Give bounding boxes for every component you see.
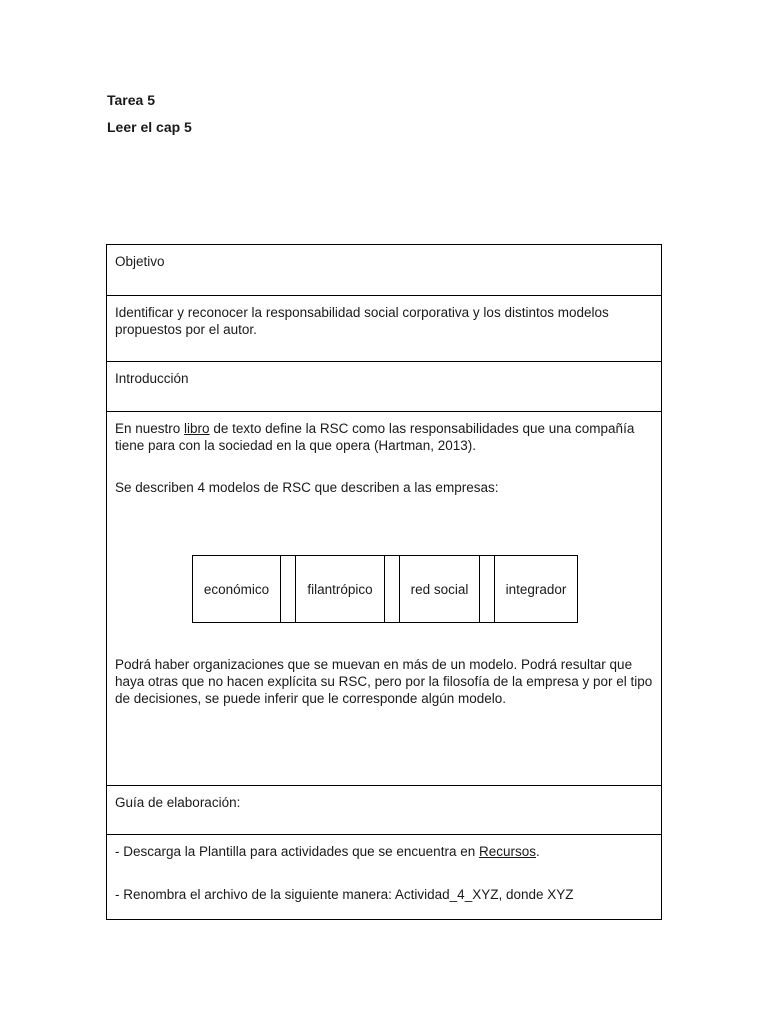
activity-table [106,244,662,920]
objetivo-content-row [107,295,661,361]
intro-p1-text-b: de texto define la RSC como las responsabilidades que una compañía tiene para con la sociedad en la que opera (Hartman, 2013). [115,421,635,453]
model-separator [479,555,495,623]
intro-paragraph-2: Se describen 4 modelos de RSC que describen a las empresas: [115,480,499,495]
guia-item-1 [115,843,653,860]
intro-paragraph-1 [115,420,653,454]
libro-link[interactable]: libro [184,421,210,436]
model-economico: económico [192,555,281,623]
objetivo-header-row [107,245,661,295]
page-title: Tarea 5 [107,92,155,108]
guia-label: Guía de elaboración: [115,795,241,810]
objetivo-label: Objetivo [115,254,165,269]
guia-content-row [107,834,661,919]
introduccion-content-row [107,411,661,785]
guia-item-2: - Renombra el archivo de la siguiente manera: Actividad_4_XYZ, donde XYZ [115,887,574,902]
model-filantropico: filantrópico [295,555,385,623]
recursos-link[interactable]: Recursos [478,844,536,859]
model-red-social: red social [399,555,480,623]
model-separator [384,555,400,623]
guia-item-1-text-a: - Descarga la Plantilla para actividades que se encuentra en [115,844,479,859]
guia-header-row [107,785,661,834]
intro-paragraph-3: Podrá haber organizaciones que se muevan en más de un modelo. Podrá resultar que haya otras que no hacen explícita su RSC, pero por la filosofía de la empresa y por el tipo de decisiones, se puede inferir que le corresponde algún modelo. [115,657,653,706]
introduccion-label: Introducción [115,371,189,386]
objetivo-text: Identificar y reconocer la responsabilidad social corporativa y los distintos modelos propuestos por el autor. [115,305,609,337]
page-subtitle: Leer el cap 5 [107,119,192,135]
model-separator [280,555,296,623]
model-integrador: integrador [494,555,578,623]
rsc-models-diagram [192,555,578,623]
intro-p1-text-a: En nuestro [115,421,185,436]
guia-item-1-text-b: . [536,844,540,859]
introduccion-header-row [107,361,661,411]
